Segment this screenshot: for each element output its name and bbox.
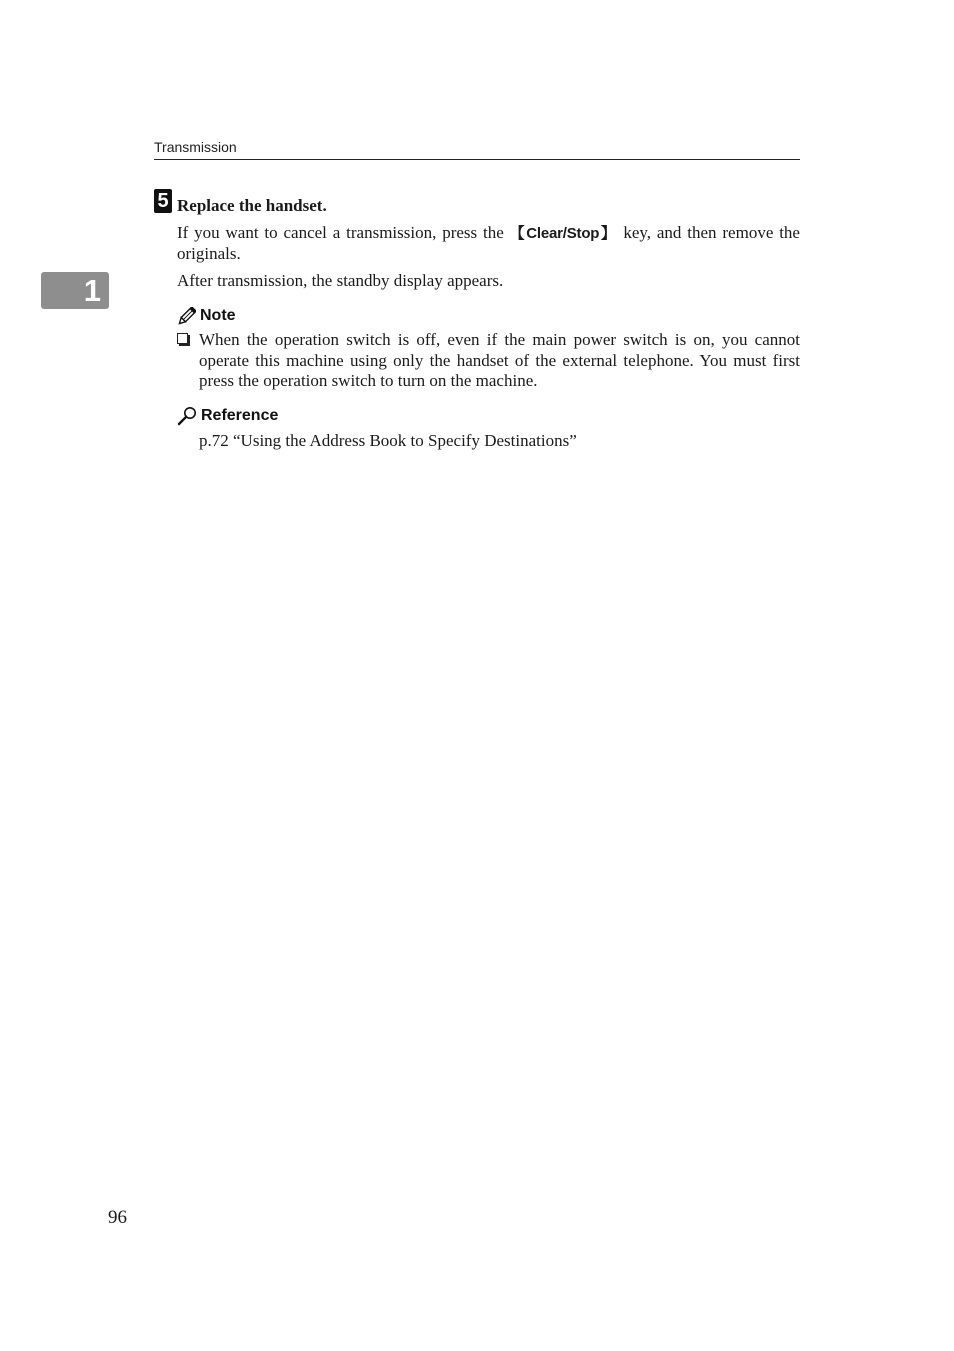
cancel-instruction-text-end: key, and then remove the originals.	[177, 223, 800, 263]
key-bracket-close: 】	[599, 224, 618, 242]
step-number-badge	[154, 189, 172, 213]
standby-paragraph: After transmission, the standby display appears.	[177, 271, 504, 290]
cancel-instruction-text-start: If you want to cancel a transmission, press the	[177, 223, 510, 242]
checkbox-bullet-icon	[177, 333, 188, 344]
page-number: 96	[108, 1207, 127, 1228]
header-section-title: Transmission	[154, 139, 237, 155]
cancel-instruction-paragraph	[177, 223, 800, 264]
note-item-text: When the operation switch is off, even if the main power switch is on, you cannot operate this machine using only the handset of the external telephone. You must first press the operation switch to turn on the machine.	[199, 330, 800, 390]
note-heading-label: Note	[200, 307, 236, 324]
note-list-item	[177, 330, 800, 392]
reference-heading-label: Reference	[201, 407, 279, 424]
reference-heading	[177, 405, 278, 427]
reference-link-text[interactable]: p.72 “Using the Address Book to Specify Destinations”	[199, 431, 577, 450]
clear-stop-key-label: Clear/Stop	[526, 225, 600, 242]
chapter-number: 1	[83, 273, 101, 308]
running-header	[154, 139, 800, 160]
pencil-icon	[177, 307, 196, 326]
chapter-tab	[41, 272, 109, 309]
step-title: Replace the handset.	[177, 196, 327, 215]
note-heading	[177, 305, 236, 327]
magnifier-icon	[177, 406, 197, 426]
key-bracket-open: 【	[509, 224, 527, 242]
step-number: 5	[157, 190, 169, 212]
